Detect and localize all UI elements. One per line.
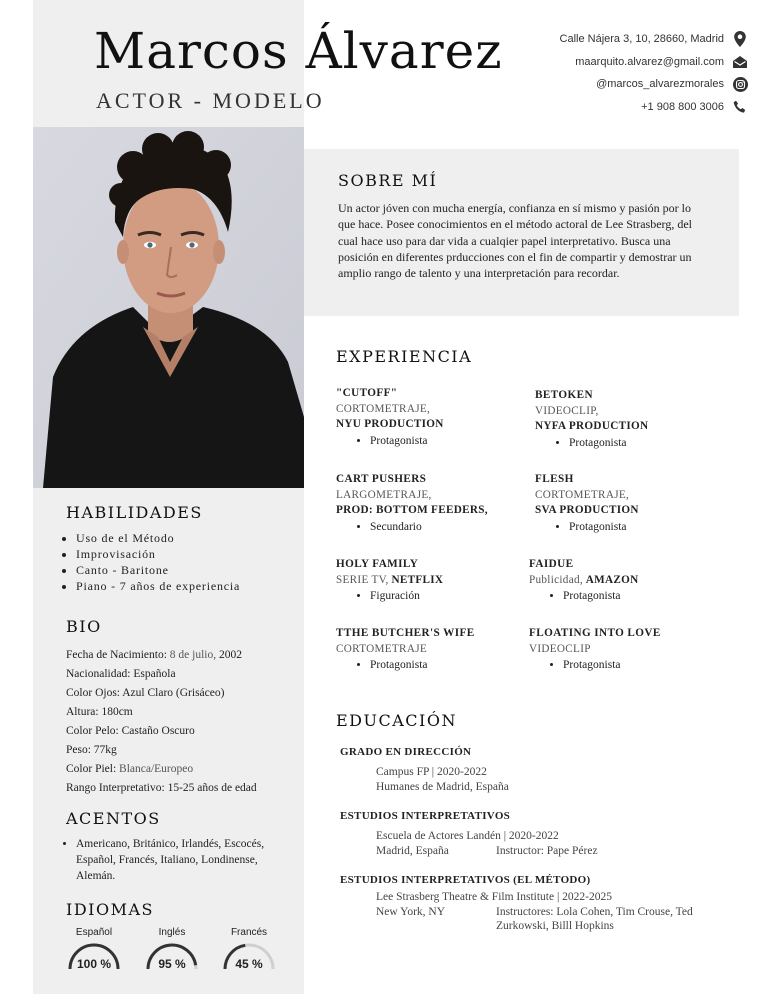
job-title: BETOKEN	[535, 389, 593, 401]
bio-label: Color Pelo:	[66, 725, 119, 737]
education-instructor: Instructores: Lola Cohen, Tim Crouse, Ted Zurkowski, Billl Hopkins	[496, 905, 693, 932]
bio-row	[66, 665, 301, 684]
experience-section	[336, 347, 736, 696]
job-role: • Protagonista	[569, 520, 735, 536]
experience-title: EXPERIENCIA	[336, 347, 473, 366]
bio-row	[66, 741, 301, 760]
job-role: • Protagonista	[569, 436, 735, 452]
job-title: CART PUSHERS	[336, 473, 427, 485]
about-title: SOBRE MÍ	[338, 171, 438, 190]
job-role: • Protagonista	[370, 434, 536, 450]
job-production: NYU PRODUCTION	[336, 418, 444, 430]
experience-grid	[336, 386, 736, 696]
education-title-text: ESTUDIOS INTERPRETATIVOS	[340, 810, 511, 822]
language-gauge	[142, 927, 202, 971]
contact-phone[interactable]	[448, 96, 748, 119]
language-name: Francés	[230, 927, 268, 938]
education-title-text: GRADO EN DIRECCIÓN	[340, 746, 472, 758]
bio-title: BIO	[66, 617, 102, 636]
job-production: NETFLIX	[391, 573, 444, 586]
instagram-handle[interactable]: @marcos_alvarezmorales	[596, 78, 724, 91]
instagram-icon	[732, 76, 748, 92]
job-production: PROD: BOTTOM FEEDERS,	[336, 504, 488, 516]
skills-title: HABILIDADES	[66, 503, 203, 522]
language-percent: 100 %	[76, 957, 112, 971]
bio-value: 15-25 años de edad	[167, 782, 257, 794]
job-type: CORTOMETRAJE,	[336, 402, 431, 415]
address-text: Calle Nájera 3, 10, 28660, Madrid	[559, 33, 724, 46]
bio-row	[66, 779, 301, 798]
job-role: • Figuración	[370, 589, 536, 605]
job-entry	[529, 626, 729, 674]
contact-block	[448, 28, 748, 118]
contact-email[interactable]	[448, 51, 748, 74]
job-production: AMAZON	[585, 573, 639, 586]
skill-item: • Piano - 7 años de experiencia	[76, 578, 296, 594]
education-section	[336, 711, 736, 934]
job-role: • Protagonista	[563, 589, 729, 605]
job-title: FAIDUE	[529, 558, 574, 570]
job-role: ACTOR - MODELO	[96, 88, 325, 113]
job-type: Publicidad,	[529, 573, 583, 586]
mail-icon	[732, 54, 748, 70]
skill-item: • Canto - Baritone	[76, 562, 296, 578]
about-text: Un actor jóven con mucha energía, confianza en sí mismo y pasión por lo que hace. Posee conocimientos en el método actoral de Lee Strasberg, del cual hace uso para dar vida a cualqier papel interpretativo. Busca una posición en diferentes prducciones con el fin de compartir y demostrar un amplio rango de talento y una interpretación para recordar.	[338, 201, 692, 281]
language-percent: 95 %	[158, 957, 186, 971]
job-type: LARGOMETRAJE,	[336, 488, 432, 501]
education-school: Campus FP | 2020-2022	[376, 766, 487, 778]
profile-photo	[33, 127, 304, 488]
bio-section	[66, 617, 301, 798]
bio-row	[66, 684, 301, 703]
job-title: TTHE BUTCHER'S WIFE	[336, 627, 475, 639]
bio-row	[66, 760, 301, 779]
job-title: FLESH	[535, 473, 574, 485]
education-entry	[340, 746, 736, 794]
email-text[interactable]: maarquito.alvarez@gmail.com	[575, 55, 724, 68]
phone-icon	[732, 99, 748, 115]
job-title: FLOATING INTO LOVE	[529, 627, 661, 639]
about-section	[304, 149, 739, 316]
languages-title: IDIOMAS	[66, 900, 154, 919]
contact-address	[448, 28, 748, 51]
job-entry	[336, 386, 536, 449]
education-entry	[340, 874, 736, 934]
language-gauge	[64, 927, 124, 971]
bio-label: Rango Interpretativo:	[66, 782, 165, 794]
job-entry	[336, 626, 536, 674]
job-type: CORTOMETRAJE	[336, 642, 427, 655]
education-school: Escuela de Actores Landén | 2020-2022	[376, 830, 559, 842]
accents-title: ACENTOS	[66, 809, 161, 828]
education-title-text: ESTUDIOS INTERPRETATIVOS (EL MÉTODO)	[340, 874, 591, 886]
languages-section	[66, 900, 296, 987]
skill-item: • Uso de el Método	[76, 530, 296, 546]
job-entry	[535, 388, 735, 451]
contact-instagram[interactable]	[448, 73, 748, 96]
bio-value: Azul Claro (Grisáceo)	[122, 687, 225, 699]
skill-item: • Improvisación	[76, 546, 296, 562]
bio-value: 8 de julio,	[169, 649, 217, 661]
language-name: Español	[75, 927, 113, 938]
job-role: • Secundario	[370, 520, 536, 536]
job-production: NYFA PRODUCTION	[535, 420, 649, 432]
education-location: Humanes de Madrid, España	[376, 780, 509, 793]
language-gauge	[219, 927, 279, 971]
bio-row	[66, 722, 301, 741]
bio-label: Altura:	[66, 706, 99, 718]
accents-section	[66, 809, 296, 884]
job-entry	[529, 557, 729, 605]
job-entry	[336, 557, 536, 605]
skills-section	[66, 503, 296, 594]
job-type: SERIE TV,	[336, 573, 389, 586]
bio-label: Color Piel:	[66, 763, 117, 775]
job-type: VIDEOCLIP,	[535, 404, 599, 417]
job-entry	[336, 472, 536, 535]
job-title: HOLY FAMILY	[336, 558, 419, 570]
bio-label: Fecha de Nacimiento:	[66, 649, 167, 661]
bio-value: Castaño Oscuro	[121, 725, 195, 737]
bio-label: Peso:	[66, 744, 91, 756]
language-percent: 45 %	[235, 957, 263, 971]
job-role: • Protagonista	[370, 658, 536, 674]
job-title: "CUTOFF"	[336, 387, 398, 399]
full-name: Marcos Álvarez	[94, 22, 503, 80]
bio-row	[66, 703, 301, 722]
job-production: SVA PRODUCTION	[535, 504, 639, 516]
education-instructor: Instructor: Pape Pérez	[496, 844, 598, 857]
accents-list: • Americano, Británico, Irlandés, Escocés, Español, Francés, Italiano, Londinense, Alemán.	[76, 836, 296, 884]
job-type: CORTOMETRAJE,	[535, 488, 630, 501]
education-title: EDUCACIÓN	[336, 711, 457, 730]
bio-value-year: 2002	[218, 649, 242, 661]
bio-label: Color Ojos:	[66, 687, 120, 699]
bio-row	[66, 646, 301, 665]
education-school: Lee Strasberg Theatre & Film Institute | 2022-2025	[376, 891, 612, 903]
bio-value: Blanca/Europeo	[119, 763, 194, 775]
language-name: Inglés	[158, 927, 186, 938]
map-pin-icon	[732, 31, 748, 47]
job-entry	[535, 472, 735, 535]
education-location: New York, NY	[376, 905, 446, 918]
bio-value: 77kg	[93, 744, 117, 756]
phone-text[interactable]: +1 908 800 3006	[641, 100, 724, 113]
bio-value: Española	[133, 668, 176, 680]
education-entry	[340, 810, 736, 858]
bio-label: Nacionalidad:	[66, 668, 131, 680]
education-location: Madrid, España	[376, 844, 449, 857]
job-type: VIDEOCLIP	[529, 642, 591, 655]
bio-value: 180cm	[101, 706, 133, 718]
job-role: • Protagonista	[563, 658, 729, 674]
